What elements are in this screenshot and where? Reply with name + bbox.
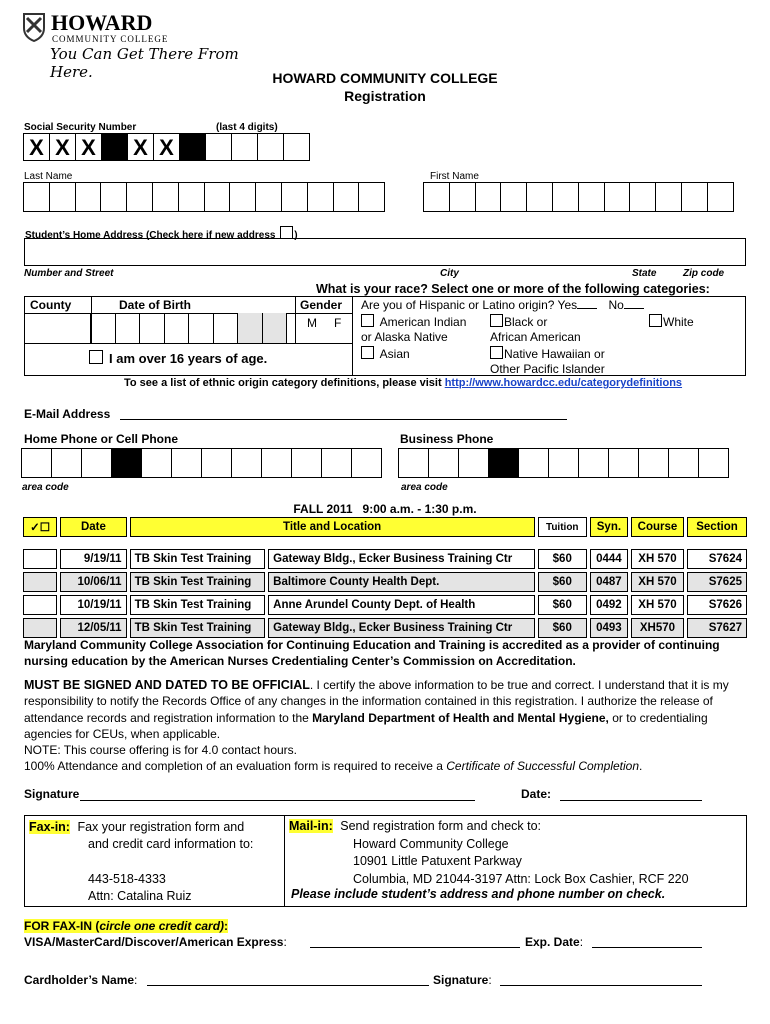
black-checkbox[interactable] bbox=[490, 314, 503, 327]
input-cell[interactable] bbox=[398, 448, 429, 478]
definitions-text: To see a list of ethnic origin category definitions, please visit bbox=[124, 377, 445, 389]
dob-cell[interactable] bbox=[115, 313, 141, 343]
email-label: E-Mail Address bbox=[24, 407, 111, 421]
input-cell bbox=[488, 448, 519, 478]
input-cell[interactable] bbox=[126, 182, 153, 212]
cardholder: Cardholder’s Name: bbox=[24, 973, 138, 987]
hispanic-no-label: No bbox=[608, 298, 624, 312]
address-label-text: Student’s Home Address (Check here if new address bbox=[25, 230, 276, 241]
input-cell[interactable] bbox=[604, 182, 631, 212]
table-row bbox=[23, 572, 747, 592]
input-cell[interactable] bbox=[351, 448, 382, 478]
shield-icon bbox=[22, 12, 46, 42]
input-cell[interactable] bbox=[231, 448, 262, 478]
input-cell[interactable] bbox=[458, 448, 489, 478]
fax-label: Fax-in: bbox=[29, 820, 70, 834]
row-tuition: $60 bbox=[538, 618, 587, 638]
hispanic-label: Are you of Hispanic or Latino origin? Yes bbox=[361, 298, 578, 312]
input-cell[interactable] bbox=[428, 448, 459, 478]
certify-period: . bbox=[639, 759, 643, 774]
row-date: 10/19/11 bbox=[60, 595, 126, 615]
row-title: TB Skin Test Training bbox=[130, 618, 266, 638]
input-cell[interactable] bbox=[358, 182, 385, 212]
over16-option[interactable] bbox=[89, 350, 267, 366]
white-label: White bbox=[663, 315, 694, 329]
black-label: Black or bbox=[504, 315, 548, 329]
header-tuition: Tuition bbox=[538, 517, 587, 537]
input-cell[interactable] bbox=[23, 182, 50, 212]
input-cell[interactable] bbox=[321, 448, 352, 478]
race-american-indian[interactable] bbox=[361, 314, 466, 329]
address-field[interactable] bbox=[24, 238, 746, 266]
input-cell[interactable] bbox=[152, 182, 179, 212]
input-cell[interactable] bbox=[526, 182, 553, 212]
ssn-separator bbox=[101, 133, 128, 161]
row-location: Anne Arundel County Dept. of Health bbox=[268, 595, 534, 615]
mail-line3: 10901 Little Patuxent Parkway bbox=[353, 854, 522, 868]
faxin-end: : bbox=[224, 919, 229, 933]
home-area-code-label: area code bbox=[22, 482, 69, 493]
certify-note: NOTE: This course offering is for 4.0 contact hours. bbox=[24, 743, 298, 758]
table-row bbox=[23, 549, 747, 569]
dob-cell[interactable] bbox=[237, 313, 263, 343]
exp-date: Exp. Date: bbox=[525, 935, 584, 949]
hawaiian-checkbox[interactable] bbox=[490, 346, 503, 359]
submission-box bbox=[24, 815, 747, 907]
hispanic-question bbox=[361, 298, 644, 312]
header-syn: Syn. bbox=[590, 517, 628, 537]
card-signature-label: Signature bbox=[433, 973, 489, 987]
ssn-field[interactable] bbox=[24, 133, 310, 161]
certify-text1: . I certify the above information to be true and correct. I understand that it is my responsibility to notify the Records Office of any changes in the information contained in this registration. I authorize the release of attendance records and registration information to the bbox=[24, 678, 729, 725]
certify-text2: or to credentialing agencies for CEUs, when applicable. bbox=[24, 710, 708, 741]
fax-phone: 443-518-4333 bbox=[88, 872, 166, 886]
business-area-code-label: area code bbox=[401, 482, 448, 493]
row-select[interactable] bbox=[23, 618, 57, 638]
exp-date-label: Exp. Date bbox=[525, 935, 580, 949]
course-table bbox=[20, 514, 750, 641]
row-title: TB Skin Test Training bbox=[130, 572, 266, 592]
race-white[interactable] bbox=[649, 314, 694, 329]
input-cell[interactable] bbox=[500, 182, 527, 212]
dob-cell[interactable] bbox=[164, 313, 190, 343]
header-section: Section bbox=[687, 517, 747, 537]
logo-name: HOWARD bbox=[51, 10, 153, 35]
fax-line2: and credit card information to: bbox=[88, 837, 254, 851]
card-signature-field[interactable] bbox=[500, 985, 702, 986]
race-black[interactable] bbox=[490, 314, 547, 329]
race-hawaiian[interactable] bbox=[490, 346, 605, 361]
input-cell[interactable] bbox=[629, 182, 656, 212]
header-course: Course bbox=[631, 517, 684, 537]
row-syn: 0492 bbox=[590, 595, 628, 615]
last-name-field[interactable] bbox=[24, 182, 385, 212]
white-checkbox[interactable] bbox=[649, 314, 662, 327]
hispanic-no-blank[interactable] bbox=[624, 308, 644, 309]
certify-certificate: Certificate of Successful Completion bbox=[446, 759, 640, 774]
city-label: City bbox=[440, 268, 459, 279]
input-cell[interactable] bbox=[608, 448, 639, 478]
input-cell[interactable] bbox=[291, 448, 322, 478]
input-cell[interactable] bbox=[707, 182, 734, 212]
ssn-cell[interactable] bbox=[205, 133, 232, 161]
ssn-cell: X bbox=[127, 133, 154, 161]
input-cell[interactable] bbox=[578, 182, 605, 212]
input-cell[interactable] bbox=[201, 448, 232, 478]
certify-attendance: 100% Attendance and completion of an evaluation form is required to receive a bbox=[24, 759, 447, 774]
row-syn: 0487 bbox=[590, 572, 628, 592]
table-header-row bbox=[23, 517, 747, 537]
row-course: XH 570 bbox=[631, 595, 684, 615]
row-tuition: $60 bbox=[538, 549, 587, 569]
ssn-cell: X bbox=[153, 133, 180, 161]
zip-label: Zip code bbox=[683, 268, 725, 279]
logo-subtitle: COMMUNITY COLLEGE bbox=[52, 34, 169, 44]
input-cell[interactable] bbox=[261, 448, 292, 478]
row-select[interactable] bbox=[23, 572, 57, 592]
row-title: TB Skin Test Training bbox=[130, 549, 266, 569]
african-american-label: African American bbox=[490, 330, 581, 344]
dob-label: Date of Birth bbox=[119, 298, 191, 312]
row-title: TB Skin Test Training bbox=[130, 595, 266, 615]
input-cell[interactable] bbox=[49, 182, 76, 212]
input-cell[interactable] bbox=[21, 448, 52, 478]
definitions-note bbox=[124, 377, 682, 389]
row-section: S7624 bbox=[687, 549, 747, 569]
input-cell[interactable] bbox=[281, 182, 308, 212]
race-asian[interactable] bbox=[361, 346, 410, 361]
cardholder-label: Cardholder’s Name bbox=[24, 973, 135, 987]
table-row bbox=[23, 595, 747, 615]
dob-cell[interactable] bbox=[188, 313, 214, 343]
ssn-cell[interactable] bbox=[231, 133, 258, 161]
input-cell[interactable] bbox=[100, 182, 127, 212]
session-title: FALL 2011 9:00 a.m. - 1:30 p.m. bbox=[293, 502, 477, 516]
ssn-label: Social Security Number bbox=[24, 122, 137, 133]
input-cell[interactable] bbox=[681, 182, 708, 212]
first-name-label: First Name bbox=[430, 171, 479, 182]
date-label: Date: bbox=[521, 787, 552, 801]
page-title: HOWARD COMMUNITY COLLEGE bbox=[272, 70, 498, 86]
home-phone-field[interactable] bbox=[22, 448, 382, 478]
certification-text bbox=[24, 677, 752, 775]
input-cell[interactable] bbox=[668, 448, 699, 478]
ssn-cell[interactable] bbox=[283, 133, 310, 161]
input-cell[interactable] bbox=[423, 182, 450, 212]
race-heading: What is your race? Select one or more of the following categories: bbox=[316, 282, 710, 296]
gender-female[interactable]: F bbox=[334, 316, 342, 330]
input-cell[interactable] bbox=[51, 448, 82, 478]
last-name-label: Last Name bbox=[24, 171, 73, 182]
ssn-cell: X bbox=[75, 133, 102, 161]
input-cell[interactable] bbox=[655, 182, 682, 212]
over16-label: I am over 16 years of age. bbox=[109, 351, 268, 366]
dob-cell[interactable] bbox=[213, 313, 239, 343]
row-course: XH 570 bbox=[631, 572, 684, 592]
over16-checkbox[interactable] bbox=[89, 350, 103, 364]
input-cell[interactable] bbox=[178, 182, 205, 212]
faxin-italic: circle one credit card) bbox=[99, 919, 225, 933]
input-cell bbox=[111, 448, 142, 478]
input-cell[interactable] bbox=[81, 448, 112, 478]
mail-section bbox=[289, 819, 541, 833]
row-date: 12/05/11 bbox=[60, 618, 126, 638]
home-phone-label: Home Phone or Cell Phone bbox=[24, 432, 179, 446]
gender-label: Gender bbox=[300, 298, 343, 312]
street-label: Number and Street bbox=[24, 268, 114, 279]
card-signature: Signature: bbox=[433, 973, 492, 987]
first-name-field[interactable] bbox=[424, 182, 734, 212]
row-section: S7627 bbox=[687, 618, 747, 638]
ssn-cell[interactable] bbox=[257, 133, 284, 161]
input-cell[interactable] bbox=[552, 182, 579, 212]
asian-checkbox[interactable] bbox=[361, 346, 374, 359]
logo-tagline: You Can Get There From Here. bbox=[50, 45, 239, 81]
address-label-end: ) bbox=[294, 230, 298, 241]
county-field[interactable] bbox=[25, 313, 91, 343]
mail-line2: Howard Community College bbox=[353, 837, 509, 851]
row-date: 10/06/11 bbox=[60, 572, 126, 592]
card-number-field[interactable] bbox=[310, 947, 520, 948]
page-subtitle: Registration bbox=[344, 88, 426, 104]
input-cell[interactable] bbox=[638, 448, 669, 478]
input-cell[interactable] bbox=[307, 182, 334, 212]
logo bbox=[22, 10, 252, 81]
input-cell[interactable] bbox=[141, 448, 172, 478]
signature-field[interactable] bbox=[80, 800, 475, 801]
certify-bold-start: MUST BE SIGNED AND DATED TO BE OFFICIAL bbox=[24, 678, 310, 692]
faxin-label: FOR FAX-IN ( bbox=[24, 919, 100, 933]
row-select[interactable] bbox=[23, 595, 57, 615]
input-cell[interactable] bbox=[255, 182, 282, 212]
definitions-link[interactable]: http://www.howardcc.edu/categorydefinitions bbox=[444, 377, 683, 389]
american-indian-checkbox[interactable] bbox=[361, 314, 374, 327]
ssn-cell: X bbox=[49, 133, 76, 161]
row-section: S7625 bbox=[687, 572, 747, 592]
alaska-label: or Alaska Native bbox=[361, 330, 448, 344]
row-syn: 0444 bbox=[590, 549, 628, 569]
mail-line5: Please include student’s address and phone number on check. bbox=[291, 887, 666, 901]
row-location: Baltimore County Health Dept. bbox=[268, 572, 534, 592]
table-row bbox=[23, 618, 747, 638]
ssn-separator bbox=[179, 133, 206, 161]
fax-line1: Fax your registration form and bbox=[77, 820, 245, 834]
dob-field[interactable] bbox=[91, 313, 287, 343]
email-field[interactable] bbox=[120, 419, 567, 420]
faxin-card-label bbox=[24, 919, 228, 933]
asian-label: Asian bbox=[379, 347, 410, 361]
header-check: ✓☐ bbox=[23, 517, 57, 537]
state-label: State bbox=[632, 268, 657, 279]
business-phone-label: Business Phone bbox=[400, 432, 494, 446]
row-date: 9/19/11 bbox=[60, 549, 126, 569]
date-field[interactable] bbox=[560, 800, 702, 801]
certify-bold-mid: Maryland Department of Health and Mental Hygiene, bbox=[312, 710, 609, 725]
card-types: VISA/MasterCard/Discover/American Express: bbox=[24, 935, 287, 949]
input-cell[interactable] bbox=[171, 448, 202, 478]
fax-section bbox=[29, 819, 244, 836]
mail-line4: Columbia, MD 21044-3197 Attn: Lock Box Cashier, RCF 220 bbox=[353, 872, 689, 886]
demographics-box bbox=[24, 296, 353, 376]
input-cell[interactable] bbox=[578, 448, 609, 478]
dob-cell[interactable] bbox=[262, 313, 288, 343]
business-phone-field[interactable] bbox=[399, 448, 729, 478]
input-cell[interactable] bbox=[204, 182, 231, 212]
row-select[interactable] bbox=[23, 549, 57, 569]
row-tuition: $60 bbox=[538, 595, 587, 615]
hawaiian-label: Native Hawaiian or bbox=[504, 347, 605, 361]
input-cell[interactable] bbox=[518, 448, 549, 478]
header-date: Date bbox=[60, 517, 126, 537]
input-cell[interactable] bbox=[75, 182, 102, 212]
accreditation-text: Maryland Community College Association for Continuing Education and Training is accredited as a provider of continuing nursing education by the American Nurses Credentialing Center’s Commission on Accreditation. bbox=[24, 638, 720, 668]
row-location: Gateway Bldg., Ecker Business Training Ctr bbox=[268, 618, 534, 638]
row-course: XH 570 bbox=[631, 549, 684, 569]
row-section: S7626 bbox=[687, 595, 747, 615]
row-course: XH570 bbox=[631, 618, 684, 638]
ssn-hint: (last 4 digits) bbox=[216, 122, 278, 133]
mail-label: Mail-in: bbox=[289, 819, 333, 833]
input-cell[interactable] bbox=[229, 182, 256, 212]
input-cell[interactable] bbox=[548, 448, 579, 478]
input-cell[interactable] bbox=[698, 448, 729, 478]
gender-male[interactable]: M bbox=[307, 316, 317, 330]
card-types-label[interactable]: VISA/MasterCard/Discover/American Express bbox=[24, 935, 284, 949]
signature-label: Signature bbox=[24, 787, 80, 801]
dob-cell[interactable] bbox=[90, 313, 116, 343]
input-cell[interactable] bbox=[333, 182, 360, 212]
input-cell[interactable] bbox=[475, 182, 502, 212]
pacific-label: Other Pacific Islander bbox=[490, 362, 605, 376]
row-tuition: $60 bbox=[538, 572, 587, 592]
exp-date-field[interactable] bbox=[592, 947, 702, 948]
race-box bbox=[353, 296, 746, 376]
row-location: Gateway Bldg., Ecker Business Training Ctr bbox=[268, 549, 534, 569]
hispanic-yes-blank[interactable] bbox=[577, 308, 597, 309]
input-cell[interactable] bbox=[449, 182, 476, 212]
header-title: Title and Location bbox=[130, 517, 535, 537]
ssn-cell: X bbox=[23, 133, 50, 161]
fax-attn: Attn: Catalina Ruiz bbox=[88, 889, 192, 903]
mail-line1: Send registration form and check to: bbox=[340, 819, 542, 833]
american-indian-label: American Indian bbox=[379, 315, 467, 329]
county-label: County bbox=[30, 298, 72, 312]
row-syn: 0493 bbox=[590, 618, 628, 638]
dob-cell[interactable] bbox=[139, 313, 165, 343]
cardholder-field[interactable] bbox=[147, 985, 429, 986]
